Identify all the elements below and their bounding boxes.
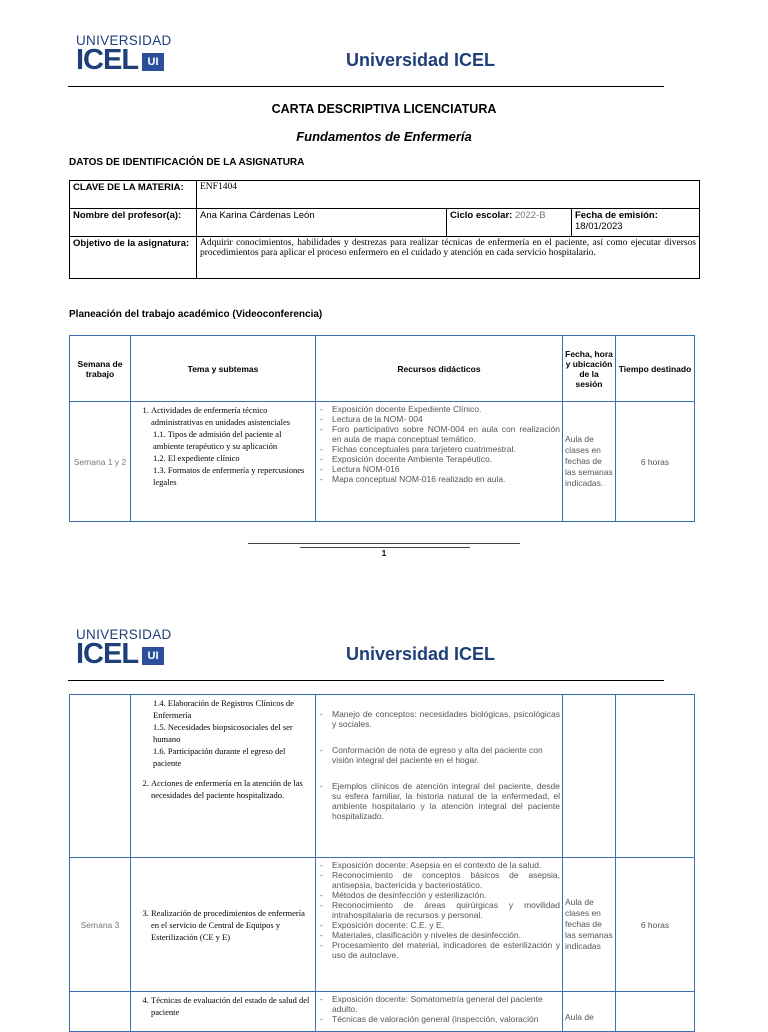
logo-main-text: ICEL [76,638,139,670]
logo-top-text: UNIVERSIDAD [76,33,172,48]
tema-4: 4. Técnicas de evaluación del estado de salud del paciente [151,994,313,1018]
col-recursos: Recursos didácticos [316,336,563,402]
university-logo [76,33,172,76]
recurso-item: - Exposición docente: C.E. y E. [332,920,560,930]
recurso-item: - Lectura de la NOM- 004 [332,414,560,424]
clave-label: CLAVE DE LA MATERIA: [70,181,197,209]
recurso-item: - Exposición docente: Asepsia en el contexto de la salud. [332,860,560,870]
header-title: Universidad ICEL [346,644,496,664]
recurso-item: - Ejemplos clínicos de atención integral del paciente, desde su esfera familiar, la historia natural de la enfermedad, el ambiente hospitalario y la atención integral del paciente hospitalizado. [332,781,560,821]
obj-label: Objetivo de la asignatura: [70,237,197,279]
recurso-item: - Técnicas de valoración general (inspección, valoración [332,1014,560,1024]
logo-badge: UI [142,647,164,665]
recurso-item: - Foro participativo sobre NOM-004 en aula con realización en aula de mapa conceptual temático. [332,424,560,444]
recursos-cell [316,992,563,1032]
ciclo-value: 2022-B [514,210,546,221]
recursos-cell [316,858,563,992]
obj-value: Adquirir conocimientos, habilidades y destrezas para realizar técnicas de enfermería en el paciente, así como ejecutar diversos procedimientos para aplicar el proceso enfermero en el cuidado y atención en cada servicio hospitalario. [197,237,700,279]
tema-1-4: 1.4. Elaboración de Registros Clínicos de Enfermería [153,698,294,720]
tema-2: 2. Acciones de enfermería en la atención de las necesidades del paciente hospitalizado. [151,777,313,801]
recurso-item: - Fichas conceptuales para tarjetero cuatrimestral. [332,444,560,454]
col-semana: Semana de trabajo [70,336,131,402]
col-fecha: Fecha, hora y ubicación de la sesión [563,336,616,402]
recurso-item: - Métodos de desinfección y esterilización. [332,890,560,900]
footer-line [248,543,520,544]
header-rule [68,680,664,681]
recurso-item: - Reconocimiento de áreas quirúrgicas y movilidad intrahospitalaria de recursos y personal. [332,900,560,920]
recurso-item: - Exposición docente Ambiente Terapéutico. [332,454,560,464]
recursos-cell [316,402,563,522]
tiempo-cell: 6 horas [616,858,695,992]
col-tema: Tema y subtemas [131,336,316,402]
prof-value: Ana Karina Cárdenas León [197,209,447,237]
university-logo [76,627,172,670]
logo-top-text: UNIVERSIDAD [76,627,172,642]
clave-value: ENF1404 [197,181,700,209]
prof-label: Nombre del profesor(a): [70,209,197,237]
recurso-item: - Manejo de conceptos: necesidades biológicas, psicológicas y sociales. [332,709,560,729]
doc-title: CARTA DESCRIPTIVA LICENCIATURA [271,102,497,116]
page-number: 1 [381,549,387,558]
tiempo-cell: 6 horas [616,402,695,522]
tema-1-3: 1.3. Formatos de enfermería y repercusiones legales [153,465,305,487]
recurso-item: - Exposición docente: Somatometría general del paciente adulto. [332,994,560,1014]
section-id-heading: DATOS DE IDENTIFICACIÓN DE LA ASIGNATURA [69,157,305,168]
tema-cell [131,695,316,858]
recurso-item: - Mapa conceptual NOM-016 realizado en aula. [332,474,560,484]
tema-1-6: 1.6. Participación durante el egreso del paciente [153,746,286,768]
tiempo-cell [616,695,695,858]
recurso-item: - Procesamiento del material, indicadores de esterilización y uso de autoclave. [332,940,560,960]
header-title: Universidad ICEL [346,50,496,70]
fecha-sesion-cell: Aula de [563,992,616,1032]
fecha-sesion-cell: Aula de clases en fechas de las semanas indicadas. [563,402,616,522]
tiempo-cell [616,992,695,1032]
tema-cell [131,992,316,1032]
col-tiempo: Tiempo destinado [616,336,695,402]
fecha-cell [572,209,700,237]
semana-cell: Semana 3 [70,858,131,992]
tema-cell [131,858,316,992]
fecha-sesion-cell [563,695,616,858]
fecha-sesion-cell: Aula de clases en fechas de las semanas indicadas [563,858,616,992]
tema-1: 1. Actividades de enfermería técnico administrativas en unidades asistenciales [151,404,313,428]
ciclo-cell [447,209,572,237]
tema-3: 3. Realización de procedimientos de enfermería en el servicio de Central de Equipos y Esterilización (CE y E) [151,907,313,943]
tema-cell [131,402,316,522]
semana-cell: Semana 1 y 2 [70,402,131,522]
identification-table [69,180,700,279]
recurso-item: - Conformación de nota de egreso y alta del paciente con visión integral del paciente en el hogar. [332,745,560,765]
page-2 [0,590,768,1024]
semana-cell [70,992,131,1032]
recurso-item: - Reconocimiento de conceptos básicos de asepsia, antisepsia, bactericida y bacteriostático. [332,870,560,890]
ciclo-label: Ciclo escolar: [450,210,513,221]
recurso-item: - Lectura NOM-016 [332,464,560,474]
plan-table-page2 [69,694,695,1032]
doc-subtitle: Fundamentos de Enfermería [296,129,472,144]
fecha-label: Fecha de emisión: [575,210,658,221]
logo-main-text: ICEL [76,44,139,76]
tema-1-2: 1.2. El expediente clínico [153,453,240,463]
recurso-item: - Exposición docente Expediente Clínico. [332,404,560,414]
tema-1-5: 1.5. Necesidades biopsicosociales del ser humano [153,722,293,744]
recurso-item: - Materiales, clasificación y niveles de desinfección. [332,930,560,940]
plan-table-page1 [69,335,695,522]
tema-1-1: 1.1. Tipos de admisión del paciente al ambiente terapéutico y su aplicación [153,429,282,451]
header-rule [68,86,664,87]
logo-badge: UI [142,53,164,71]
recursos-cell [316,695,563,858]
semana-cell [70,695,131,858]
footer-line [300,547,470,548]
fecha-value: 18/01/2023 [575,221,623,232]
section-plan-heading: Planeación del trabajo académico (Videoconferencia) [69,309,323,320]
